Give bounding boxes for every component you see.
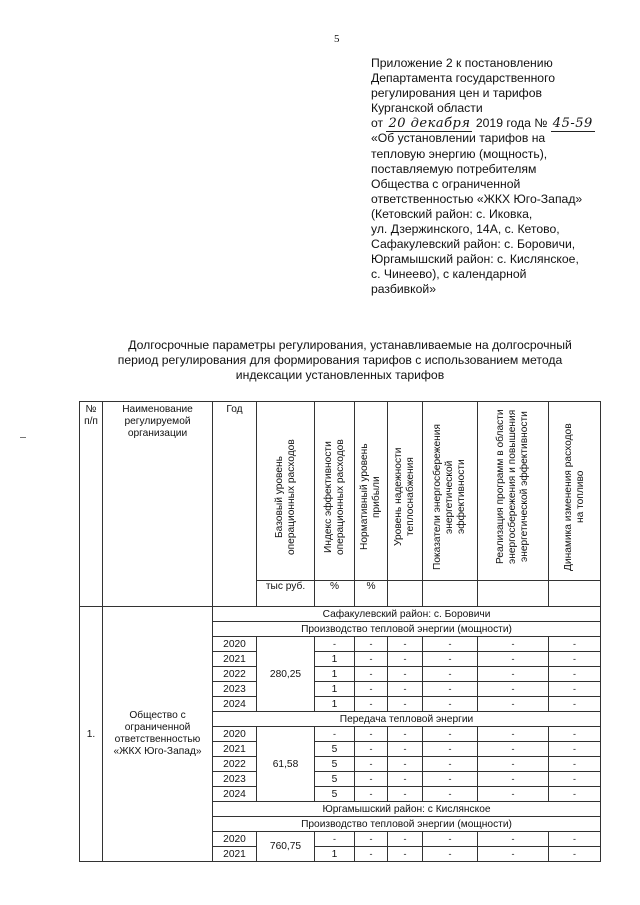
value-cell: - (388, 682, 423, 697)
district-row (80, 607, 601, 622)
appendix-line: с. Чинеево), с календарной (371, 267, 527, 282)
value-cell: - (549, 757, 601, 772)
appendix-rest (371, 131, 631, 297)
unit-norm: % (355, 581, 388, 607)
value-cell: - (388, 697, 423, 712)
value-cell: - (355, 787, 388, 802)
value-cell: - (423, 757, 478, 772)
value-cell: - (549, 667, 601, 682)
year-cell: 2021 (213, 847, 257, 862)
value-cell: - (549, 772, 601, 787)
value-cell: - (549, 742, 601, 757)
unit-empty (478, 581, 549, 607)
scan-mark (20, 437, 26, 438)
section-name: Передача тепловой энергии (213, 712, 601, 727)
year-cell: 2020 (213, 637, 257, 652)
page-number: 5 (334, 33, 340, 45)
value-cell: - (388, 847, 423, 862)
header-index: Индекс эффективности операционных расходов (315, 402, 355, 581)
header-row (80, 402, 601, 581)
value-cell: 1 (315, 682, 355, 697)
value-cell: - (388, 652, 423, 667)
value-cell: - (315, 832, 355, 847)
year-cell: 2024 (213, 697, 257, 712)
value-cell: - (388, 772, 423, 787)
unit-base: тыс руб. (257, 581, 315, 607)
unit-empty (423, 581, 478, 607)
value-cell: - (388, 787, 423, 802)
handwritten-date: 20 декабря (388, 116, 471, 132)
value-cell: - (388, 667, 423, 682)
value-cell: - (549, 697, 601, 712)
value-cell: - (355, 637, 388, 652)
value-cell: - (388, 832, 423, 847)
parameters-table (79, 401, 601, 862)
value-cell: - (478, 772, 549, 787)
appendix-line: ул. Дзержинского, 14А, с. Кетово, (371, 222, 560, 237)
date-prefix: от (371, 116, 384, 131)
value-cell: - (355, 772, 388, 787)
unit-empty (388, 581, 423, 607)
value-cell: 5 (315, 757, 355, 772)
district-name: Сафакулевский район: с. Боровичи (213, 607, 601, 622)
unit-empty (549, 581, 601, 607)
value-cell: - (478, 682, 549, 697)
appendix-header (371, 56, 631, 298)
value-cell: - (549, 682, 601, 697)
value-cell: - (549, 832, 601, 847)
value-cell: - (423, 682, 478, 697)
header-indicators: Показатели энергосбережения энергетической эффективности (423, 402, 478, 581)
header-norm: Нормативный уровень прибыли (355, 402, 388, 581)
header-num: № п/п (80, 402, 103, 607)
appendix-line: разбивкой» (371, 282, 436, 297)
value-cell: - (388, 757, 423, 772)
value-cell: - (478, 697, 549, 712)
value-cell: - (355, 682, 388, 697)
organization-name: Общество с ограниченной ответственностью «ЖКХ Юго-Запад» (103, 607, 213, 862)
header-org: Наименование регулируемой организации (103, 402, 213, 607)
value-cell: - (423, 652, 478, 667)
value-cell: - (478, 652, 549, 667)
appendix-line: Департамента государственного (371, 71, 556, 86)
value-cell: - (549, 727, 601, 742)
appendix-line: ответственностью «ЖКХ Юго-Запад» (371, 191, 583, 206)
value-cell: - (355, 847, 388, 862)
section-name: Производство тепловой энергии (мощности) (213, 817, 601, 832)
value-cell: - (423, 832, 478, 847)
value-cell: - (478, 847, 549, 862)
value-cell: - (355, 727, 388, 742)
date-suffix: 2019 года № (475, 116, 548, 131)
value-cell: - (355, 667, 388, 682)
value-cell: - (549, 637, 601, 652)
value-cell: - (355, 742, 388, 757)
appendix-line: Сафакулевский район: с. Боровичи, (371, 237, 576, 252)
header-fuel: Динамика изменения расходов на топливо (549, 402, 601, 581)
value-cell: 5 (315, 772, 355, 787)
value-cell: - (423, 727, 478, 742)
appendix-line: «Об установлении тарифов на (371, 131, 546, 146)
year-cell: 2024 (213, 787, 257, 802)
handwritten-number: 45-59 (552, 116, 593, 132)
value-cell: 5 (315, 742, 355, 757)
appendix-line: Общества с ограниченной (371, 176, 521, 191)
appendix-line: Приложение 2 к постановлению (371, 56, 553, 70)
value-cell: - (423, 697, 478, 712)
year-cell: 2023 (213, 772, 257, 787)
value-cell: - (423, 667, 478, 682)
base-cost-cell: 760,75 (257, 832, 315, 862)
value-cell: - (355, 652, 388, 667)
document-title (80, 338, 600, 383)
year-cell: 2021 (213, 742, 257, 757)
value-cell: - (355, 697, 388, 712)
value-cell: - (315, 637, 355, 652)
district-name: Юргамышский район: с Кислянское (213, 802, 601, 817)
base-cost-cell: 280,25 (257, 637, 315, 712)
year-cell: 2020 (213, 727, 257, 742)
value-cell: - (355, 832, 388, 847)
header-base: Базовый уровень операционных расходов (257, 402, 315, 581)
value-cell: - (478, 727, 549, 742)
value-cell: 1 (315, 652, 355, 667)
value-cell: - (388, 742, 423, 757)
header-reliability: Уровень надежности теплоснабжения (388, 402, 423, 581)
unit-index: % (315, 581, 355, 607)
title-line: Долгосрочные параметры регулирования, устанавливаемые на долгосрочный (128, 338, 572, 352)
year-cell: 2021 (213, 652, 257, 667)
header-year: Год (213, 402, 257, 607)
value-cell: - (423, 772, 478, 787)
base-cost-cell: 61,58 (257, 727, 315, 802)
appendix-line: (Кетовский район: с. Иковка, (371, 206, 533, 221)
year-cell: 2023 (213, 682, 257, 697)
value-cell: - (423, 637, 478, 652)
value-cell: - (549, 787, 601, 802)
value-cell: - (478, 742, 549, 757)
value-cell: - (355, 757, 388, 772)
year-cell: 2022 (213, 757, 257, 772)
value-cell: 1 (315, 697, 355, 712)
value-cell: - (423, 742, 478, 757)
title-line: индексации установленных тарифов (235, 368, 445, 382)
value-cell: - (388, 727, 423, 742)
year-cell: 2022 (213, 667, 257, 682)
appendix-line: тепловую энергию (мощность), (371, 146, 548, 161)
value-cell: - (478, 787, 549, 802)
value-cell: - (388, 637, 423, 652)
year-cell: 2020 (213, 832, 257, 847)
value-cell: - (478, 757, 549, 772)
value-cell: - (423, 787, 478, 802)
value-cell: - (549, 847, 601, 862)
value-cell: - (478, 667, 549, 682)
row-number: 1. (80, 607, 103, 862)
value-cell: - (549, 652, 601, 667)
section-name: Производство тепловой энергии (мощности) (213, 622, 601, 637)
appendix-line: Юргамышский район: с. Кислянское, (371, 252, 579, 267)
title-line: период регулирования для формирования тарифов с использованием метода (117, 353, 563, 367)
appendix-line: регулирования цен и тарифов (371, 86, 542, 101)
value-cell: - (423, 847, 478, 862)
value-cell: 1 (315, 847, 355, 862)
appendix-line: Курганской области (371, 101, 483, 116)
appendix-date-line (371, 116, 631, 131)
header-programs: Реализация программ в области энергосбережения и повышения энергетической эффективности (478, 402, 549, 581)
appendix-line: поставляемую потребителям (371, 161, 537, 176)
value-cell: - (478, 637, 549, 652)
value-cell: 5 (315, 787, 355, 802)
value-cell: 1 (315, 667, 355, 682)
value-cell: - (315, 727, 355, 742)
value-cell: - (478, 832, 549, 847)
